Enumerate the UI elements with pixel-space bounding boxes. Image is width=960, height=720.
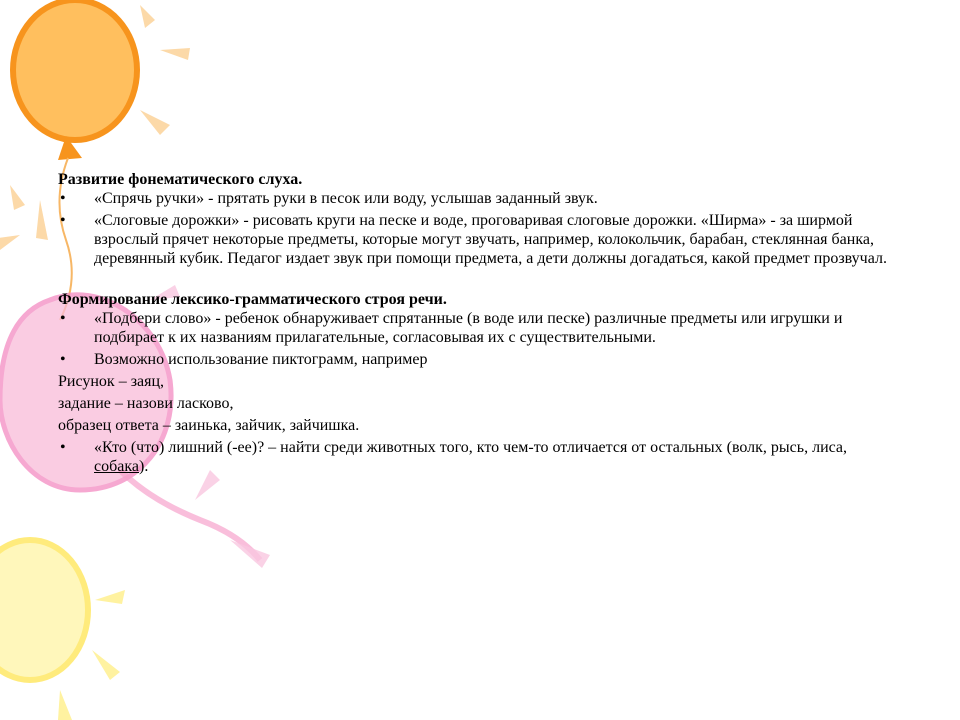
phonemic-list bbox=[58, 189, 898, 268]
underlined-word: собака bbox=[94, 458, 139, 475]
list-item: • «Слоговые дорожки» - рисовать круги на песке и воде, проговаривая слоговые дорожки. «Ширма» - за ширмой взрослый прячет некоторые предметы, которые могут звучать, например, колокольчик, барабан, стеклянная банка, деревянный кубик. Педагог издает звук при помощи предмета, а дети должны догадаться, какой предмет прозвучал. bbox=[60, 212, 887, 267]
bullet: • bbox=[60, 190, 66, 207]
example-line: задание – назови ласково, bbox=[58, 395, 234, 412]
section-heading-grammar: Формирование лексико-грамматического строя речи. bbox=[58, 291, 447, 308]
bullet: • bbox=[60, 439, 66, 456]
list-item: • «Кто (что) лишний (-ее)? – найти среди животных того, кто чем-то отличается от остальных (волк, рысь, лиса, собака). bbox=[60, 439, 848, 475]
bullet: • bbox=[60, 310, 66, 327]
list-item: • «Подбери слово» - ребенок обнаруживает спрятанные (в воде или песке) различные предметы или игрушки и подбирает к их названиям прилагательные, согласовывая их с существительными. bbox=[60, 310, 843, 346]
bullet: • bbox=[60, 351, 66, 368]
grammar-list-2 bbox=[58, 438, 898, 476]
list-item: • Возможно использование пиктограмм, например bbox=[60, 351, 428, 368]
section-heading-phonemic: Развитие фонематического слуха. bbox=[58, 171, 303, 188]
example-line: Рисунок – заяц, bbox=[58, 373, 165, 390]
grammar-list bbox=[58, 309, 898, 369]
list-item: • «Спрячь ручки» - прятать руки в песок или воду, услышав заданный звук. bbox=[60, 190, 598, 207]
slide-text-body bbox=[58, 170, 898, 479]
yellow-balloon-icon bbox=[0, 540, 125, 720]
example-line: образец ответа – заинька, зайчик, зайчишка. bbox=[58, 417, 360, 434]
bullet: • bbox=[60, 212, 66, 229]
